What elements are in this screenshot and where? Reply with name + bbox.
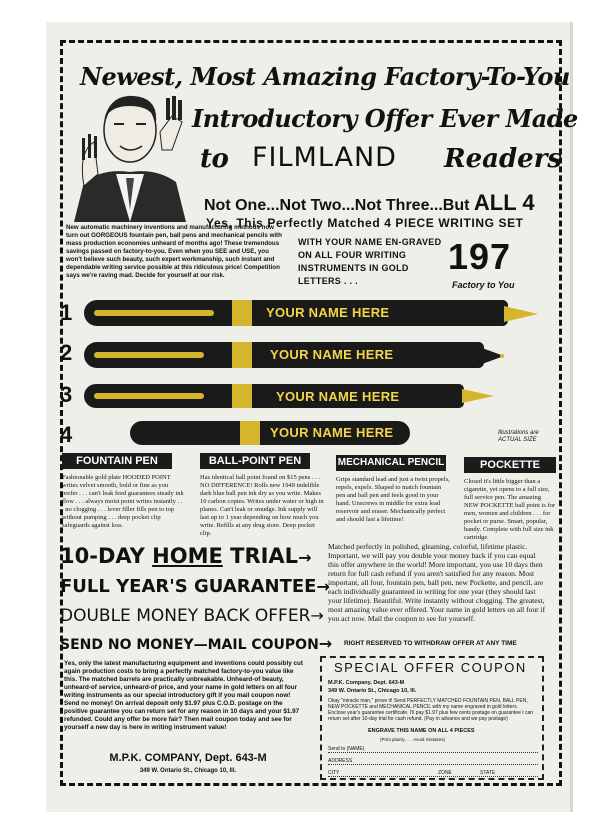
headline-line-2: Introductory Offer Ever Made [192,104,578,133]
pencil-label: MECHANICAL PENCIL [336,455,446,471]
fountain-pen-band [232,300,252,326]
engraving-3: YOUR NAME HERE [276,389,400,404]
price: 197 [448,236,512,277]
right-reserved: RIGHT RESERVED TO WITHDRAW OFFER AT ANY TIME [344,640,517,647]
headline-to: to [200,144,229,174]
home-trial-line [60,544,311,568]
address-label: ADDRESS [328,758,353,764]
engraved-text: WITH YOUR NAME EN-GRAVED ON ALL FOUR WRITING INSTRUMENTS IN GOLD LETTERS . . . [298,237,442,286]
coupon-print-note: (Print plainly . . . Avoid mistakes) [380,737,445,742]
ball-tip-icon [482,348,506,364]
coupon-address-field[interactable] [328,758,538,765]
engraving-2: YOUR NAME HERE [270,347,394,362]
not-one-line [204,190,535,216]
pockette-desc: Closed it's little bigger than a cigarette, yet opens to a full size, full service pen. The amazing NEW POCKETTE ball point is for men, women and children . . . for pocket or purse. Smart, popular, handy. Complete with full size ink cartridge. [464,478,556,541]
coupon-city-field[interactable] [328,770,538,777]
guarantee-line [60,576,330,597]
trial-suffix: TRIAL [222,544,299,568]
pen-number-3: 3 [60,382,73,407]
set-line: Yes, This Perfectly Matched 4 PIECE WRITING SET [206,216,524,230]
city-label: CITY [328,770,340,776]
arrow-icon: → [310,606,324,625]
ball-pen-label: BALL-POINT PEN [200,453,310,469]
coupon-company: M.P.K. Company, Dept. 643-M [328,680,405,686]
trial-prefix: 10-DAY [60,544,153,568]
company-address: 349 W. Ontario St., Chicago 10, Ill. [139,768,237,774]
actual-size-note: Illustrations are ACTUAL SIZE [498,430,539,443]
engraving-4: YOUR NAME HERE [270,425,394,440]
trial-home: HOME [152,544,223,568]
coupon-name-field[interactable] [328,746,538,753]
arrow-icon: → [316,577,330,596]
matched-paragraph: Matched perfectly in polished, gleaming, colorful, lifetime plastic. Important, we will pay you double your money back if you can equal this offer anywhere in the world! More important, you use 10 days then return for full cash refund if you aren't satisfied for any reason. Most important, all four, fountain pen, ball pen, new Pockette, and pencil, are each individually guaranteed in writing for one year (they should last your lifetime). Beautiful. Write instantly without clogging. The greatest, most amazing value ever offered. Your name in gold letters on all four if you act now. Mail the coupon to see for yourself. [328,542,546,623]
headline-filmland: FILMLAND [252,142,397,173]
headline-readers: Readers [444,144,563,174]
not-one-text: Not One...Not Two...Not Three...But [204,197,474,214]
arrow-icon: → [298,548,312,567]
pockette-band [240,421,260,445]
arrow-icon: → [318,634,333,653]
money-back-text: DOUBLE MONEY BACK OFFER [60,606,311,626]
engraving-1: YOUR NAME HERE [266,305,390,320]
fountain-pen-desc: Fashionable gold plate HOODED POINT writes velvet smooth, bold or fine as you prefer . . . can't leak feed guarantees steady ink flow . . . always moist point writes instantly . . . no clogging . . . lever filler fills pen to top without pumping . . . deep pocket clip safeguards against loss. [62,474,184,529]
coupon-address: 349 W. Ontario St., Chicago 10, Ill. [328,688,417,694]
fountain-pen-clip [94,310,214,316]
ball-pen-desc: Has identical ball point found on $15 pens . . . NO DIFFERENCE! Rolls new 1949 indelible dark blue ball pen ink dry as you write. Makes 10 carbon copies. Writes under water or high in planes. Can't leak or smudge. Ink supply will last up to 1 year depending on how much you write. Refills at any drug store. Deep pocket clip. [200,474,324,537]
zone-label: ZONE [438,770,452,776]
ball-pen-clip [94,352,204,358]
headline-line-1: Newest, Most Amazing Factory-To-You [80,62,570,91]
fountain-nib-icon [504,306,540,322]
send-to-label: Send to (NAME) [328,746,365,752]
pen-number-2: 2 [60,340,73,365]
pen-number-1: 1 [60,300,73,325]
pencil-desc: Grips standard lead and just a twist propels, repels, expels. Shaped to match fountain pen and ball pen and feels good in your hand. Unscrews in middle for extra lead reservoir and eraser. Mechanically perfect and should last a lifetime! [336,476,450,523]
factory-to-you: Factory to You [452,280,515,290]
coupon-title: SPECIAL OFFER COUPON [334,660,527,675]
intro-paragraph: New automatic machinery inventions and manufacturing methods now turn out GORGEOUS fountain pen, ball pens and mechanical pencils with mass production economies unheard of months ago! These tremendous savings passed on factory-to-you. Even when you SEE and USE, you won't believe such beauty, such expert workmanship, such instant and dependable writing service possible at this ridiculous price! Competition says we're raving mad. Decide for yourself at our risk. [66,224,282,279]
guarantee-text: FULL YEAR'S GUARANTEE [60,576,317,597]
pencil-band [232,384,252,408]
send-text: SEND NO MONEY—MAIL COUPON [60,637,319,653]
send-line [60,634,332,653]
pockette-label: POCKETTE [464,457,556,473]
pencil-clip [94,393,204,399]
company-name: M.P.K. COMPANY, Dept. 643-M [109,752,267,764]
coupon-engrave: ENGRAVE THIS NAME ON ALL 4 PIECES [368,728,475,734]
pencil-tip-icon [462,389,496,403]
all-4-text: ALL 4 [473,190,535,215]
money-back-line [60,606,324,626]
fountain-pen-label: FOUNTAIN PEN [62,453,172,469]
bottom-left-paragraph: Yes, only the latest manufacturing equipment and inventions could possibly cut again production costs to bring a perfectly matched factory-to-you value like this. The matched barrels are practically unbreakable. Unheard-of beauty, unheard-of service, unheard-of price, and your name in gold letters on all four writing instruments as our special introductory gift if you mail coupon now! Send no money! On arrival deposit only $1.97 plus C.O.D. postage on the positive guarantee you can return set for any reason in 10 days and your $1.97 refunded. Could any offer be more fair? Then mail coupon today and see for yourself a new day is here in writing instrument value! [64,660,303,731]
salesman-illustration [64,82,194,222]
coupon-body: Okay "miracle man," prove it! Send PERFECTLY MATCHED FOUNTAIN PEN, BALL PEN, NEW POCKETTE and MECHANICAL PENCIL with my name engraved in gold letters. Enclose year's guarantee certificate. I'll pay $1.97 plus few cents postage on guarantee I can return set after 10-day trial for cash refund. (Pay in advance and we pay postage) [328,698,534,722]
ball-pen-band [232,342,252,368]
state-label: STATE [480,770,496,776]
pen-number-4: 4 [60,422,73,447]
